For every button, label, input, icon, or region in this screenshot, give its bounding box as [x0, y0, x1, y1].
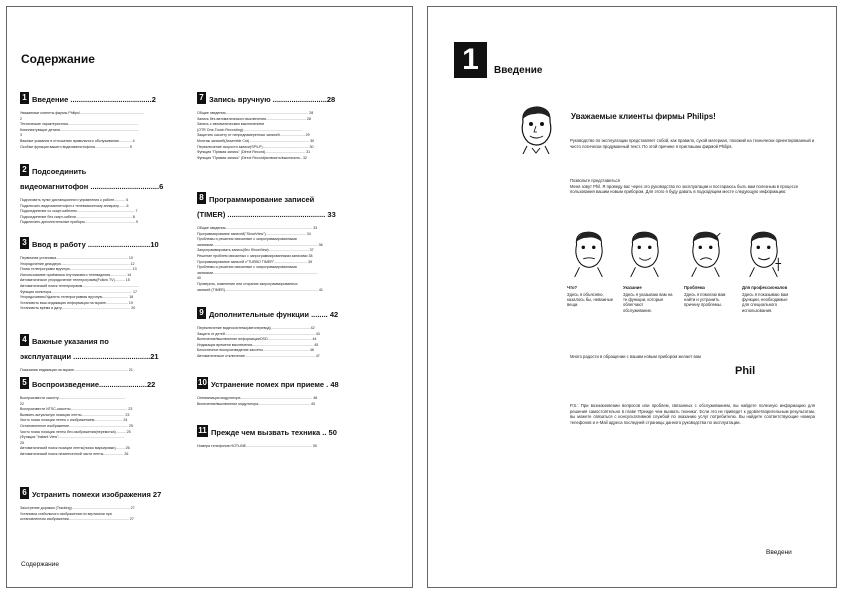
section-title-link[interactable]: Устранить помехи изображения 27	[32, 490, 162, 499]
intro-paragraph: Руководство по эксплуатации представляет собой, как правило, сухой материал, похожий на технически ориентированный и чисто логически продуманный текст. По этой причине я приглашаю фирмой Philips.	[570, 138, 815, 149]
section-number-badge: 10	[198, 378, 207, 387]
section-number-badge: 2	[20, 164, 29, 176]
toc-entry[interactable]: Переключение видеосистемы(автоперевод)....................................... 42	[197, 326, 315, 330]
section-number-badge: 8	[197, 192, 206, 204]
toc-entry[interactable]: Комплектующие детали...............................................................................	[20, 127, 139, 132]
toc-entry[interactable]: Включение/выключение модулятора.................................................... 49	[197, 401, 316, 406]
toc-entry[interactable]: Общие сведения....................................................................................... 33	[197, 226, 318, 230]
toc-entry[interactable]: Использование приёмника спутникового телевидения................ 14	[20, 272, 132, 277]
toc-entry[interactable]: Установить ваш индикацию информации на экране...................... 19	[20, 300, 133, 305]
phil-face-icon	[625, 228, 665, 280]
toc-entry[interactable]: Воспроизвести NTSC-кассеты......................................................... 23	[20, 407, 133, 412]
toc-entry[interactable]: Проблемы и решения связанные с запрограммированными	[197, 265, 297, 270]
toc-entry[interactable]: Запись без автоматического выключения........................................ 28	[197, 116, 311, 121]
toc-entry[interactable]: 2	[20, 116, 22, 121]
toc-entry[interactable]: Защитить кассету от непреднамеренных записей......................... 29	[197, 133, 310, 138]
toc-entry[interactable]: Индикация времени выключения............................................................. 45	[197, 342, 319, 347]
toc-entry[interactable]: Чисто поиск позиции ленты с изображением............................ 24	[20, 418, 128, 423]
info-type-title: Проблема	[684, 285, 705, 290]
section-title-link[interactable]: Подсоединить	[32, 167, 87, 176]
section-number-badge: 5	[20, 377, 29, 389]
info-type-title: Для профессионалов	[742, 285, 788, 290]
phil-face-icon	[686, 228, 726, 280]
section-title-link[interactable]: Воспроизведение.......................22	[32, 380, 156, 389]
info-type-description: Здесь я показываю вам функции, необходимые для специального использования.	[742, 292, 789, 313]
toc-entry[interactable]: Автоматическое упорядочение телепрограмм(Follow TV).......... 15	[20, 278, 130, 283]
left-footer: Содержание	[21, 561, 59, 568]
toc-entry[interactable]: Автоматический поиск телепрограмм.........................................................	[20, 284, 140, 288]
toc-entry[interactable]: Проверить, изменение или стирание запрограммированных	[197, 282, 298, 286]
right-footer: Введени	[766, 549, 792, 556]
phil-face-icon	[744, 228, 784, 280]
toc-entry[interactable]: Установка стабильного изображения по вертикали при	[20, 511, 112, 516]
toc-entry[interactable]: 3	[20, 133, 22, 138]
toc-entry[interactable]: Заострение дорожки (Tracking).......................................................... 27	[20, 506, 135, 510]
toc-entry[interactable]: Функция "Прямая запись" (Direct Record)включить/выключить.. 32	[197, 155, 308, 160]
greeting-heading: Уважаемые клиенты фирмы Philips!	[571, 112, 716, 121]
toc-entry[interactable]: 22	[20, 401, 24, 406]
toc-entry[interactable]: Запись с автоматическим выключением	[197, 122, 264, 127]
section-title-link[interactable]: Важные указания по	[32, 337, 109, 346]
toc-entry[interactable]: Бесконечное воспроизведение кассеты.............................................. 46	[197, 348, 314, 353]
toc-entry[interactable]: Защита от детей.......................................................................................... 43	[197, 331, 320, 336]
chapter-title: Введение	[494, 65, 543, 76]
toc-entry[interactable]: Запрограммировать запись(без ShowView)........................................ 37	[197, 248, 314, 253]
toc-entry[interactable]: (OTR One-Touch Recording)...........................................................	[197, 127, 302, 132]
toc-entry[interactable]: остановленном изображении............................................................ 27	[20, 517, 134, 522]
toc-entry[interactable]: Подсоединение без скарт-кабеля........................................................ 8	[20, 214, 135, 219]
toc-entry[interactable]: Установить время и дату..................................................................... 20	[20, 306, 136, 311]
toc-entry[interactable]: Автоматический поиск незанесенной части ленты.................... 26	[20, 452, 129, 456]
toc-entry[interactable]: Переключение скорости записи(SP/LP).............................................. 30	[197, 144, 314, 149]
toc-entry[interactable]: Функция "Прямая запись" (Direct Record)........................................ 31	[197, 150, 311, 155]
toc-entry[interactable]: 25	[20, 440, 24, 445]
section-number-badge: 6	[20, 487, 29, 499]
toc-entry[interactable]: Решение проблем связанных с запрограммированными записями 38	[197, 254, 313, 258]
section-title-link[interactable]: Программирование записей	[209, 195, 315, 204]
section-number-badge: 1	[20, 92, 29, 104]
toc-entry[interactable]: Автоматическое отключение...................................................................... 47	[197, 354, 320, 358]
toc-title: Содержание	[21, 52, 95, 66]
toc-entry[interactable]: Первичная установка........................................................................ 10	[20, 256, 133, 260]
toc-entry[interactable]: Чисто поиск позиции ленты без изображения(перемотка).......... 25	[20, 429, 131, 434]
toc-entry[interactable]: Особые функции вашего видеомагнитофона.................................. 5	[20, 144, 132, 149]
section-number-badge: 7	[197, 92, 206, 104]
toc-entry[interactable]: Программирование записей с"TURBO TIMER"................................. 39	[197, 259, 313, 264]
toc-entry[interactable]: Показания индикации на экране...................................................... 21	[20, 368, 133, 372]
section-title-continued[interactable]: эксплуатации .....................................21	[20, 352, 159, 361]
info-type-title: Указание	[623, 285, 642, 290]
toc-entry[interactable]: Подготовить пульт дистанционного управления к работе........... 6	[20, 198, 129, 202]
toc-entry[interactable]: Функция монитора................................................................................. 17	[20, 289, 138, 294]
toc-entry[interactable]: Включение/выключение информацииOSD............................................ 44	[197, 337, 317, 342]
toc-entry[interactable]: Программирование записей("ShowView")........................................ 34	[197, 231, 311, 236]
toc-entry[interactable]: Подсоединение со скарт-кабелем.......................................................... 7	[20, 209, 138, 214]
toc-entry[interactable]: (Функция "Instant View"..................................................................	[20, 435, 125, 440]
info-type-description: Здесь я указываю вам на те функции, которые облегчают обслуживание.	[623, 292, 673, 313]
toc-entry[interactable]: Подключить видеомагнитофон к телевизионному аппарату....... 6	[20, 203, 129, 208]
toc-entry[interactable]: Технические характеристики......................................................................	[20, 122, 138, 127]
section-title-link[interactable]: Устранение помех при приеме . 48	[211, 380, 339, 389]
toc-entry[interactable]: Выявить актуальную позицию ленты........................................... 23	[20, 412, 130, 417]
toc-entry[interactable]: 40	[197, 276, 201, 281]
toc-entry[interactable]: Номера телефонов HOTLINE.................................................................. 50	[197, 444, 317, 448]
phil-face-icon	[569, 228, 609, 280]
toc-entry[interactable]: Общие сведения................................................................................... 28	[197, 111, 314, 115]
toc-entry[interactable]: записями......................................................................................................... 36	[197, 242, 323, 247]
toc-entry[interactable]: Уважаемые клиенты фирмы Philips!................................................................	[20, 111, 144, 115]
section-title-link[interactable]: Ввод в работу ..............................10	[32, 240, 159, 249]
chapter-number-badge: 1	[454, 42, 487, 78]
right-page	[421, 0, 842, 595]
section-number-badge: 4	[20, 334, 29, 346]
section-title-link[interactable]: Дополнительные функции ........ 42	[209, 310, 339, 319]
section-number-badge: 3	[20, 237, 29, 249]
toc-entry[interactable]: Остановленное изображение........................................................... 25	[20, 424, 134, 428]
toc-entry[interactable]: Упорядочение декодера..................................................................... 12	[20, 261, 135, 266]
toc-entry[interactable]: Упорядочивать/Удалить телепрограммы вручную.......................... 18	[20, 295, 134, 300]
phil-portrait-icon	[515, 104, 557, 154]
info-type-description: Здесь я объясняю, казалось бы, неважные вещи.	[567, 292, 614, 308]
section-title-continued[interactable]: видеомагнитофон .................................6	[20, 182, 164, 191]
section-title-link[interactable]: Прежде чем вызвать техника .. 50	[211, 428, 337, 437]
section-title-link[interactable]: Запись вручную ..........................28	[209, 95, 336, 104]
closing-text: Много радости в обращении с вашим новым прибором желает вам	[570, 354, 701, 359]
signature: Phil	[735, 365, 756, 377]
info-type-description: Здесь я помогаю вам найти и устранить причину проблемы.	[684, 292, 726, 308]
introduction-paragraph: Позвольте представиться Меня зовут Phil. Я проведу вас через это руководство по эксплуатации и постараюсь быть вам полезным в процессе пользования вашим новым прибором. Для этого я буду давать в подходящем месте следующую информацию:	[570, 178, 799, 195]
toc-entry[interactable]: Монтаж записей(Assemble Cut)............................................................ 30	[197, 139, 315, 143]
section-title-continued[interactable]: (TIMER) ............................................... 33	[197, 210, 336, 219]
toc-entry[interactable]: Важные указания в отношении правильного обслуживания............. 4	[20, 139, 135, 143]
toc-entry[interactable]: Оптимизация модулятора........................................................................ 48	[197, 396, 318, 400]
info-type-title: Что?	[567, 285, 578, 290]
toc-entry[interactable]: Автоматический поиск позиции ленты(поиск маркировки)......... 26	[20, 446, 130, 451]
toc-entry[interactable]: Проблемы и решения связанные с запрограммированными	[197, 237, 297, 242]
toc-entry[interactable]: Подключить дополнительные приборы.................................................. 9	[20, 220, 138, 225]
toc-entry[interactable]: Поиск телепрограмм вручную.............................................................. 13	[20, 267, 137, 272]
toc-entry[interactable]: Воспроизвести кассету...................................................................	[20, 396, 126, 400]
section-number-badge: 11	[198, 426, 207, 435]
section-title-link[interactable]: Введение .......................................2	[32, 95, 156, 104]
section-number-badge: 9	[197, 307, 206, 319]
toc-entry[interactable]: записями.........................................................................................................	[197, 270, 318, 275]
toc-entry[interactable]: записей (TIMER)............................................................................................. 41	[197, 287, 323, 292]
postscript-paragraph: P.S.: При возникновении вопросов или проблем, связанных с обслуживанием, вы найдете полезную информацию для решения самостоятельно в главе 'Прежде чем вызвать техника'. Если это не приведет к удовлетворительным результатам, вы можете связаться с консультативной службой по оказанию услуг потребителю. Вы найдете соответствующие номера телефонов и e-Mail адреса последней страницы данного руководства по эксплуатации.	[570, 403, 815, 425]
